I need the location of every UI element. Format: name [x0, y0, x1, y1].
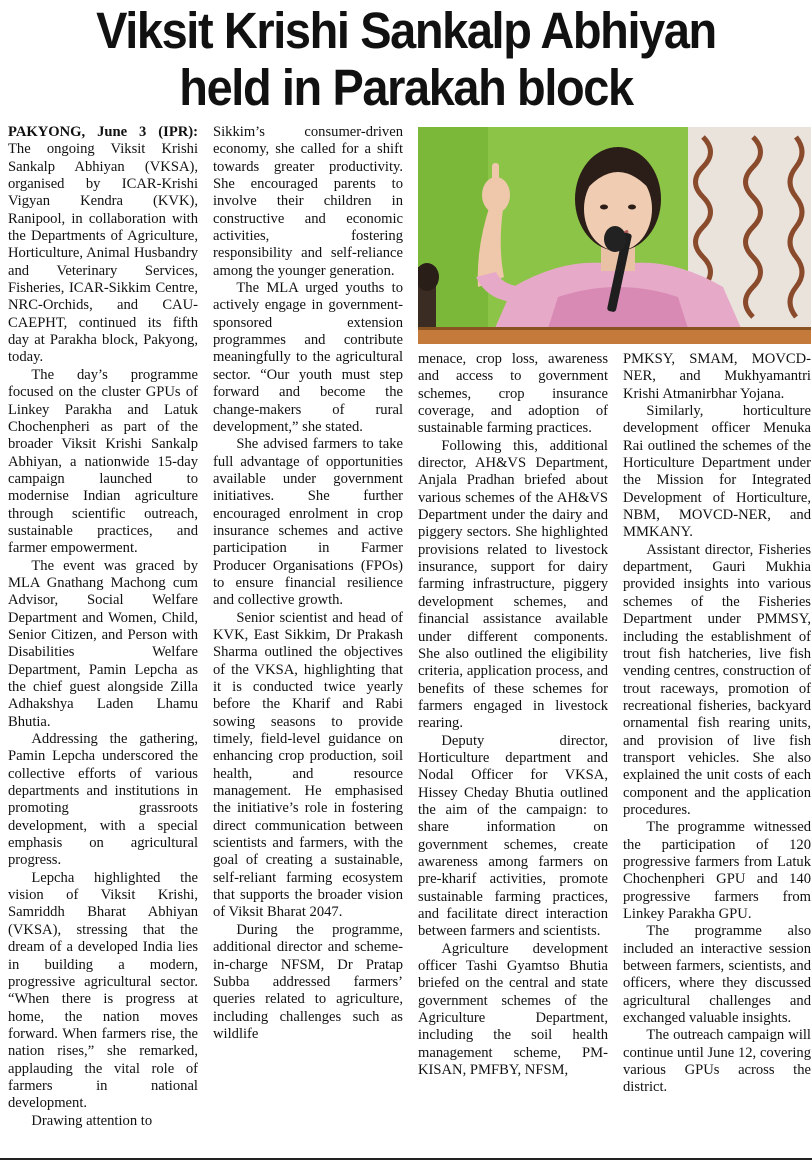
paragraph: Following this, additional director, AH&VS Department, Anjala Pradhan briefed about various schemes of the AH&VS Department under the dairy and piggery sectors. She highlighted provisions related to livestock insurance, support for dairy farming infrastructure, piggery development schemes, and financial assistance available under different components. She also outlined the eligibility criteria, application process, and benefits of these schemes for farmers engaged in livestock rearing. [418, 437, 608, 732]
headline-line-2: held in Parakah block [179, 59, 633, 116]
speaker-photo-illustration [418, 127, 811, 344]
dateline: PAKYONG, June 3 (IPR): [8, 124, 198, 140]
paragraph: During the programme, additional director and scheme-in-charge NFSM, Dr Pratap Subba addressed farmers’ queries related to agriculture, including challenges such as wildlife [213, 921, 403, 1042]
paragraph: Similarly, horticulture development officer Menuka Rai outlined the schemes of the Horticulture Department under the Mission for Integrated Development of Horticulture, NBM, MOVCD-NER, and MMKANY. [623, 403, 811, 541]
headline-line-1: Viksit Krishi Sankalp Abhiyan [96, 2, 716, 59]
article-column-2 [213, 124, 403, 1043]
paragraph: PMKSY, SMAM, MOVCD-NER, and Mukhyamantri Krishi Atmanirbhar Yojana. [623, 351, 811, 402]
paragraph: The day’s programme focused on the cluster GPUs of Linkey Parakha and Latuk Chochenpheri as part of the broader Viksit Krishi Sankalp Abhiyan, a nationwide 15-day campaign launched to modernise Indian agriculture through scientific outreach, sustainable practices, and farmer empowerment. [8, 366, 198, 557]
article-column-1 [8, 124, 198, 1130]
paragraph: The event was graced by MLA Gnathang Machong cum Advisor, Social Welfare Department and Women, Child, Senior Citizen, and Person with Disabilities Welfare Department, Pamin Lepcha as the chief guest alongside Zilla Adhakshya Laden Lhamu Bhutia. [8, 557, 198, 730]
headline [32, 2, 779, 116]
paragraph: Agriculture development officer Tashi Gyamtso Bhutia briefed on the central and state government schemes of the Agriculture Department, including the soil health management scheme, PM-KISAN, PMFBY, NFSM, [418, 940, 608, 1079]
paragraph: Senior scientist and head of KVK, East Sikkim, Dr Prakash Sharma outlined the objectives of the VKSA, highlighting that it is conducted twice yearly before the Kharif and Rabi sowing seasons to provide timely, field-level guidance on enhancing crop production, soil health, and resource management. He emphasised the initiative’s role in fostering direct communication between scientists and farmers, with the goal of creating a sustainable, self-reliant farming ecosystem that supports the broader vision of Viksit Bharat 2047. [213, 609, 403, 921]
paragraph: She advised farmers to take full advantage of opportunities available under government initiatives. She further encouraged enrolment in crop insurance schemes and active participation in Farmer Producer Organisations (FPOs) to ensure financial resilience and collective growth. [213, 436, 403, 609]
paragraph: The programme witnessed the participation of 120 progressive farmers from Latuk Chochenpheri GPU and 140 progressive farmers from Linkey Parakha GPU. [623, 819, 811, 922]
paragraph: Addressing the gathering, Pamin Lepcha underscored the collective efforts of various departments and institutions in promoting grassroots development, with a special emphasis on agricultural progress. [8, 731, 198, 869]
paragraph: The outreach campaign will continue until June 12, covering various GPUs across the district. [623, 1027, 811, 1096]
paragraph: Deputy director, Horticulture department and Nodal Officer for VKSA, Hissey Cheday Bhutia outlined the aim of the campaign: to share information on government schemes, create awareness among farmers on pre-kharif activities, promote sustainable farming practices, and facilitate direct interaction between farmers and scientists. [418, 732, 608, 940]
paragraph: Drawing attention to [31, 1112, 153, 1129]
paragraph: Sikkim’s consumer-driven economy, she called for a shift towards greater productivity. She encouraged parents to involve their children in constructive and economic activities, fostering responsibility and self-reliance among the younger generation. [213, 124, 403, 279]
paragraph: Assistant director, Fisheries department, Gauri Mukhia provided insights into various schemes of the Fisheries Department under PMMSY, including the establishment of trout fish hatcheries, live fish vending centres, construction of trout raceways, promotion of recreational fisheries, backyard ornamental fish rearing units, and provision of live fish transport vehicles. She also explained the unit costs of each component and the application procedures. [623, 541, 811, 818]
paragraph: Lepcha highlighted the vision of Viksit Krishi, Samriddh Bharat Abhiyan (VKSA), stressing that the dream of a developed India lies in building a modern, progressive agricultural sector. “When there is progress at home, the nation moves forward. When farmers rise, the nation rises,” she remarked, applauding the vital role of farmers in national development. [8, 869, 198, 1112]
bottom-divider [0, 1158, 812, 1160]
paragraph: The MLA urged youths to actively engage in government-sponsored extension programmes and contribute meaningfully to the agricultural sector. “Our youth must step forward and become the change-makers of rural development,” she stated. [213, 280, 403, 435]
paragraph-text: The ongoing Viksit Krishi Sankalp Abhiyan (VKSA), organised by ICAR-Krishi Vigyan Kendra (KVK), Ranipool, in collaboration with the Departments of Agriculture, Horticulture, Animal Husbandry and Veterinary Services, Fisheries, ICAR-Sikkim Centre, NRC-Orchids, and CAU-CAEPHT, continued its fifth day at Parakha block, Pakyong, today. [8, 141, 198, 366]
paragraph [8, 124, 198, 367]
article-photo [418, 127, 811, 344]
paragraph: The programme also included an interactive session between farmers, scientists, and officers, where they discussed agricultural challenges and exchanged valuable insights. [623, 923, 811, 1027]
article-column-4 [623, 351, 811, 1097]
article-column-3 [418, 351, 608, 1079]
paragraph: menace, crop loss, awareness and access to government schemes, crop insurance coverage, and adoption of sustainable farming practices. [418, 351, 608, 437]
